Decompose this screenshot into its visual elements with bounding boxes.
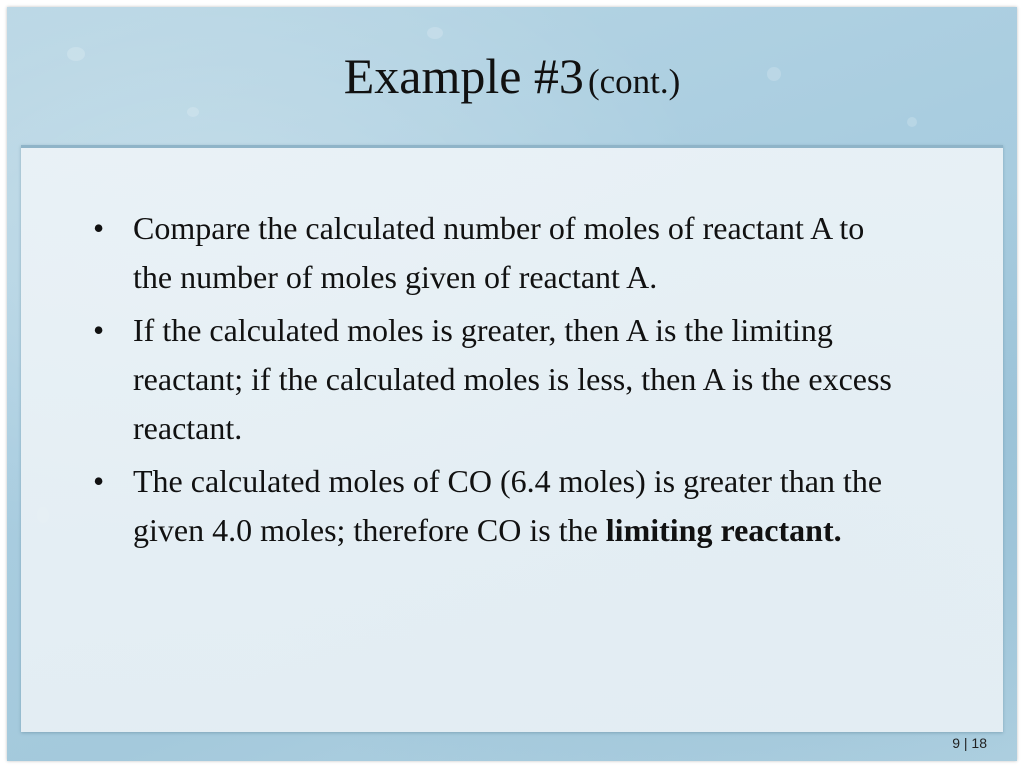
bullet-dot-icon: • [93,210,105,246]
slide-title-sub: (cont.) [587,62,681,101]
background-speck [907,117,917,127]
bullet-item-compare [89,204,909,302]
content-panel [21,145,1003,732]
bullet-text: If the calculated moles is greater, then A is the limiting reactant; if the calculated moles is less, then A is the excess reactant. [133,312,892,446]
slide-title-main: Example #3 [343,48,584,104]
bullet-text: Compare the calculated number of moles of reactant A to the number of moles given of reactant A. [133,210,865,295]
bullet-list [89,204,909,559]
bullet-dot-icon: • [93,463,105,499]
bullet-item-conclusion [89,457,909,555]
background-speck [187,107,199,117]
slide [7,7,1017,761]
page-number: 9 | 18 [952,735,987,751]
bullet-item-rule [89,306,909,453]
bullet-text: The calculated moles of CO (6.4 moles) is greater than the given 4.0 moles; therefore CO is the [133,463,883,548]
bullet-emphasis: limiting reactant. [605,512,842,548]
bullet-dot-icon: • [93,312,105,348]
slide-title [7,47,1017,105]
background-speck [427,27,443,39]
